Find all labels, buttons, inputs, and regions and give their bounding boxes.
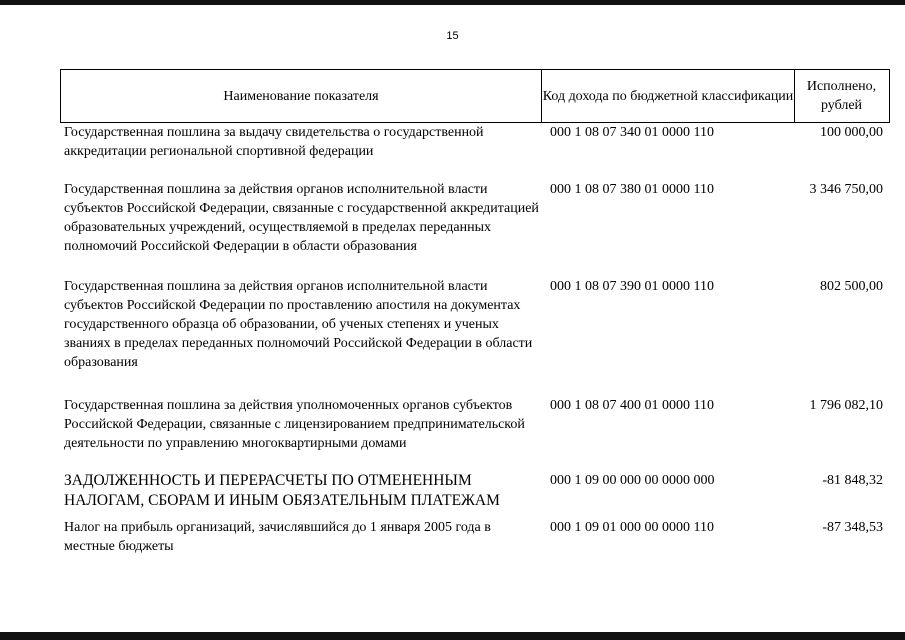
row-code: 000 1 08 07 380 01 0000 110 bbox=[550, 182, 714, 197]
row-code: 000 1 09 00 000 00 0000 000 bbox=[550, 473, 715, 488]
row-code: 000 1 08 07 340 01 0000 110 bbox=[550, 125, 714, 140]
row-name: Государственная пошлина за действия органов исполнительной власти субъектов Российской Федерации, связанные с государственной аккредитацией образовательных учреждений, осуществляемой в пределах переданных полномочий Российской Федерации в области образования bbox=[64, 182, 539, 254]
row-code: 000 1 08 07 400 01 0000 110 bbox=[550, 398, 714, 413]
row-name: Государственная пошлина за выдачу свидетельства о государственной аккредитации региональной спортивной федерации bbox=[64, 125, 484, 159]
row-name: Государственная пошлина за действия уполномоченных органов субъектов Российской Федерации, связанные с лицензированием предпринимательской деятельности по управлению многоквартирными домами bbox=[64, 398, 525, 451]
row-name: ЗАДОЛЖЕННОСТЬ И ПЕРЕРАСЧЕТЫ ПО ОТМЕНЕННЫМ НАЛОГАМ, СБОРАМ И ИНЫМ ОБЯЗАТЕЛЬНЫМ ПЛАТЕЖАМ bbox=[64, 472, 500, 509]
bottom-border bbox=[0, 632, 905, 640]
page-number: 15 bbox=[446, 30, 459, 42]
row-amount: 3 346 750,00 bbox=[809, 182, 883, 197]
row-amount: 802 500,00 bbox=[820, 279, 883, 294]
row-code: 000 1 08 07 390 01 0000 110 bbox=[550, 279, 714, 294]
row-amount: -87 348,53 bbox=[822, 520, 883, 535]
table-header bbox=[60, 69, 890, 123]
header-code-column: Код дохода по бюджетной классификации bbox=[541, 70, 794, 122]
header-name-column: Наименование показателя bbox=[223, 88, 379, 104]
row-code: 000 1 09 01 000 00 0000 110 bbox=[550, 520, 714, 535]
row-amount: 1 796 082,10 bbox=[809, 398, 883, 413]
header-amount-column: Исполнено, рублей bbox=[794, 70, 888, 122]
top-border bbox=[0, 0, 905, 5]
row-name: Государственная пошлина за действия органов исполнительной власти субъектов Российской Федерации по проставлению апостиля на документах государственного образца об образовании, об ученых степенях и ученых званиях в пределах переданных полномочий Российской Федерации в области образования bbox=[64, 279, 533, 370]
row-amount: 100 000,00 bbox=[820, 125, 883, 140]
row-amount: -81 848,32 bbox=[822, 473, 883, 488]
row-name: Налог на прибыль организаций, зачислявшийся до 1 января 2005 года в местные бюджеты bbox=[64, 520, 491, 554]
